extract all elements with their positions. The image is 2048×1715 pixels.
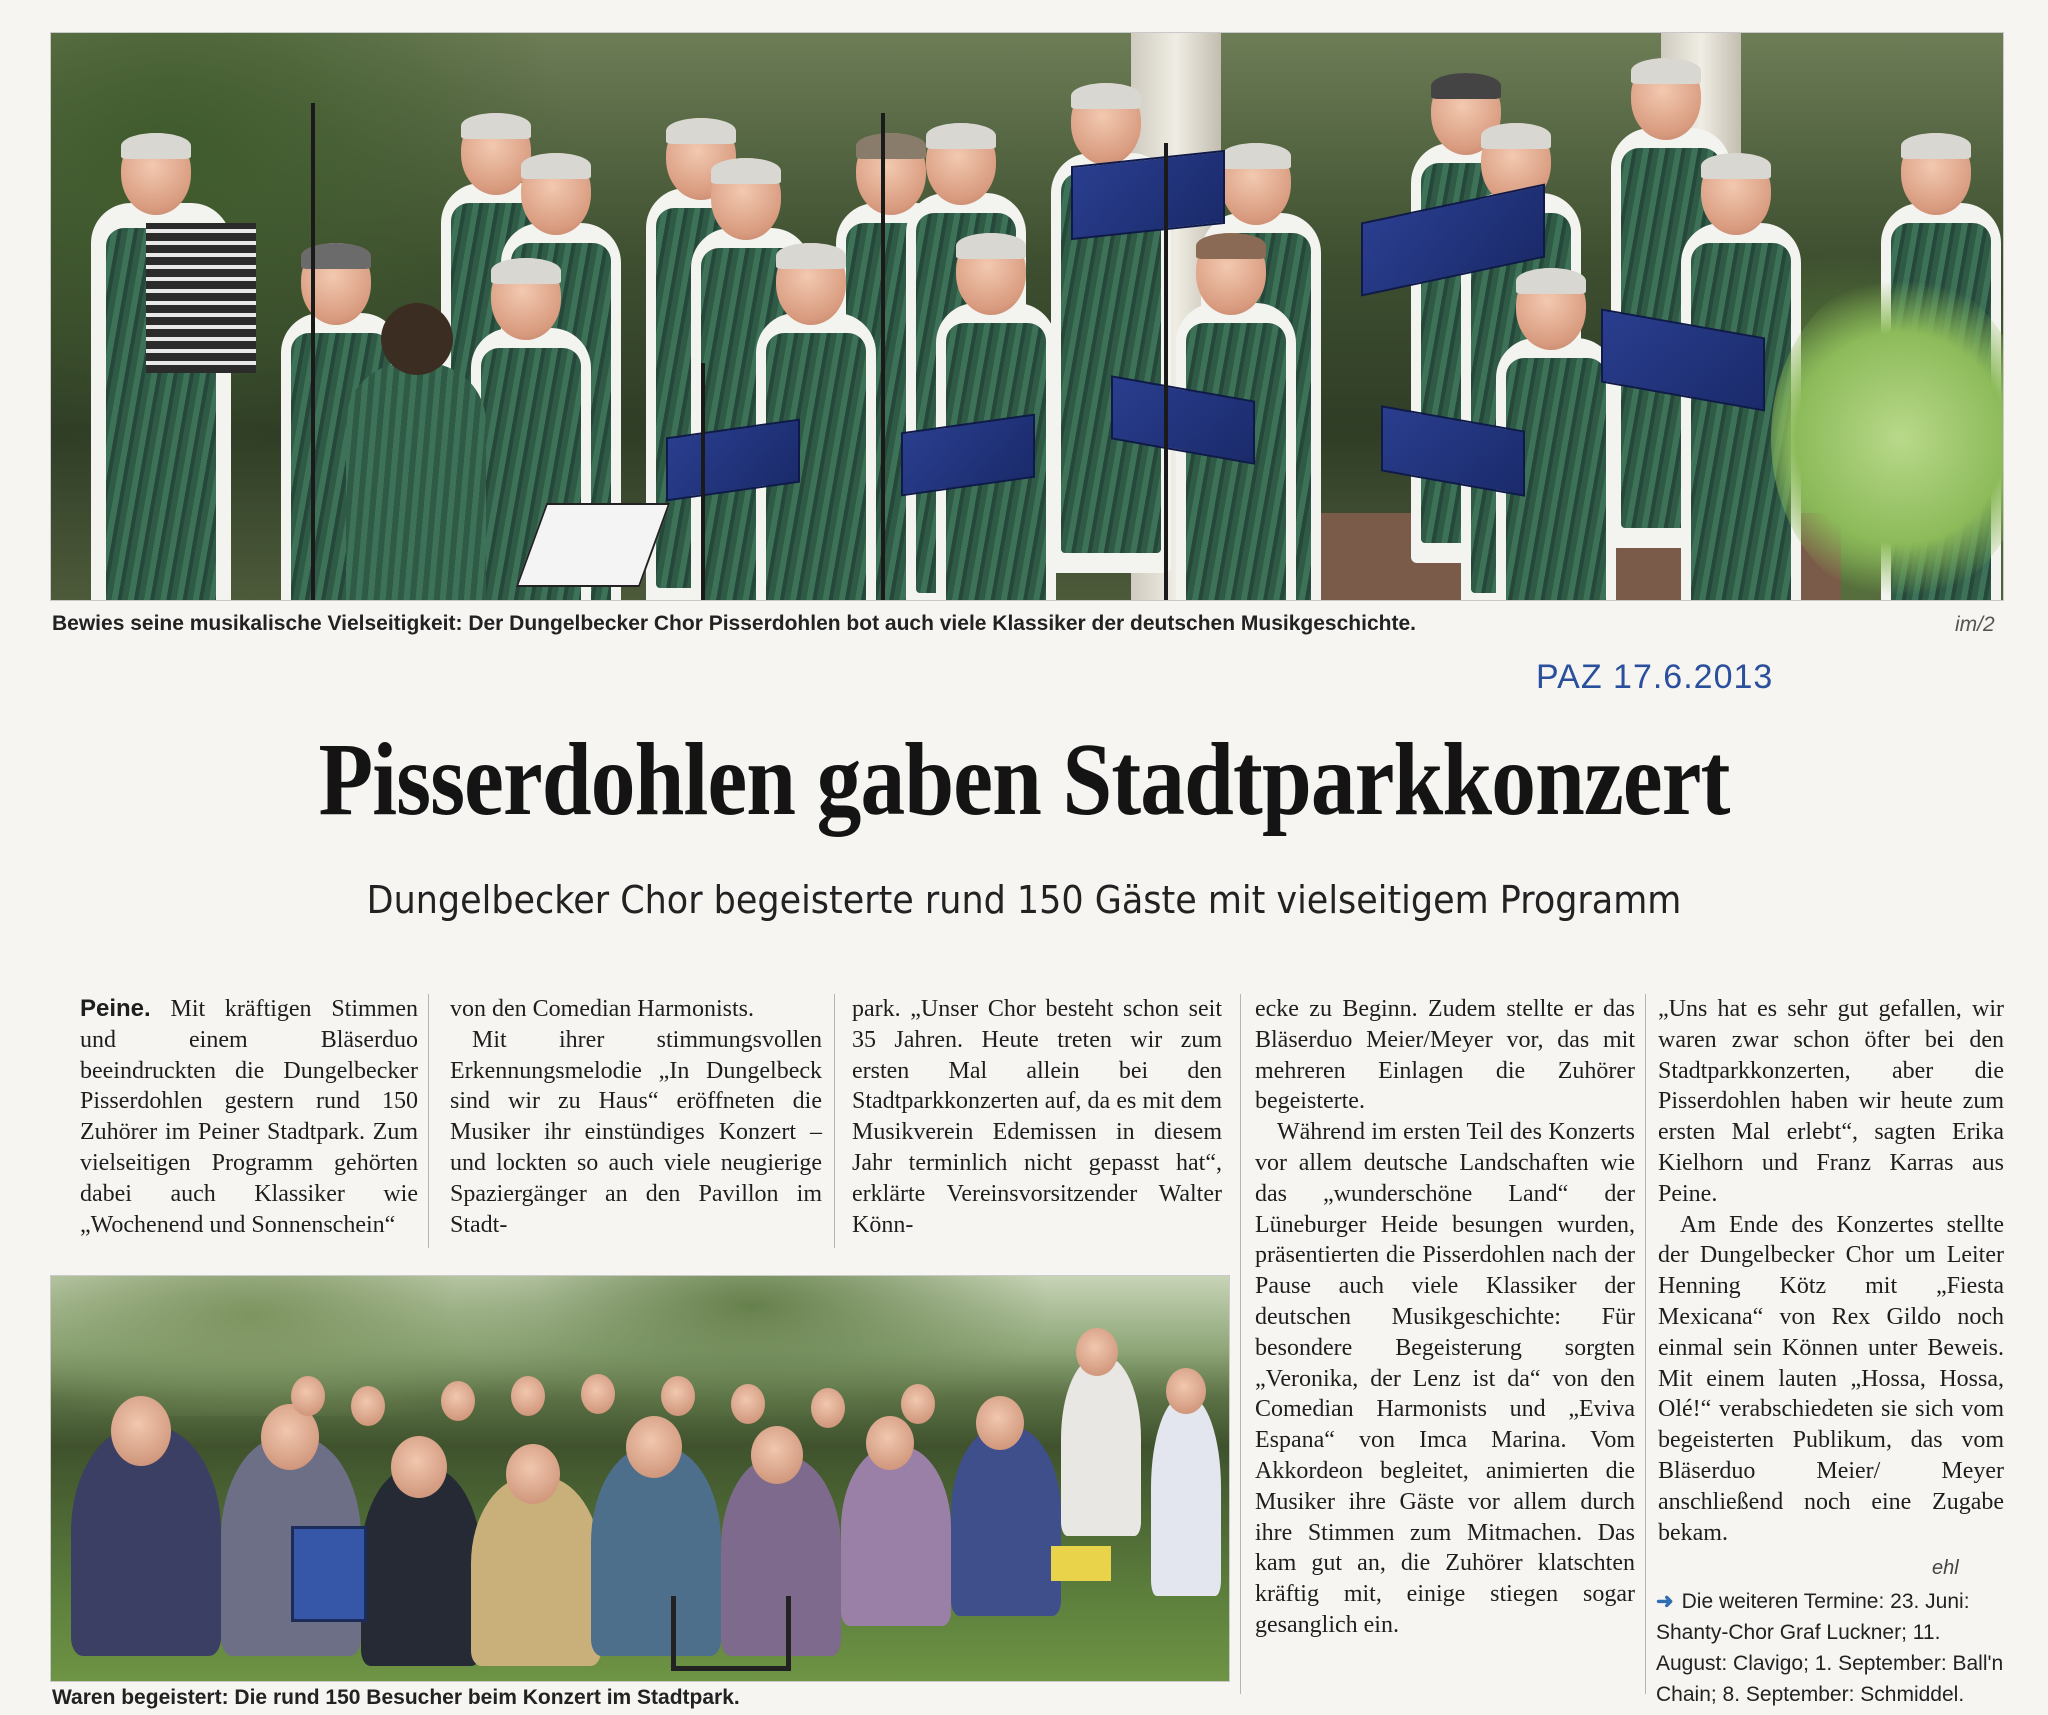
article-column-4	[1255, 994, 1635, 1641]
column-2-para-2: Mit ihrer stimmungsvollen Erkennungsmelodie „In Dungelbeck sind wir zu Haus“ eröffneten die Musiker ihr einstündiges Konzert – und lockten so auch viele neugierige Spaziergänger an den Pavillon im Stadt-	[450, 1026, 822, 1238]
column-4-para-1: ecke zu Beginn. Zudem stellte er das Bläserduo Meier/Meyer vor, das mit mehreren Einlagen die Zuhörer begeisterte.	[1255, 996, 1635, 1115]
column-2-para-1: von den Comedian Harmonists.	[450, 996, 754, 1022]
article-column-1	[80, 994, 418, 1240]
audience-photo	[50, 1275, 1230, 1682]
further-dates-box	[1656, 1586, 2004, 1710]
further-dates-text: Die weiteren Termine: 23. Juni: Shanty-Chor Graf Luckner; 11. August: Clavigo; 1. September: Ball'n Chain; 8. September: Schmiddel.	[1656, 1590, 2004, 1706]
column-1-text: Mit kräftigen Stimmen und einem Bläserduo beeindruckten die Dungelbecker Pisserdohlen gestern rund 150 Zuhörer im Peiner Stadtpark. Zum vielseitigen Programm gehörten dabei auch Klassiker wie „Wochenend und Sonnenschein“	[80, 996, 418, 1238]
dateline: Peine.	[80, 995, 151, 1022]
author-initials: ehl	[1932, 1557, 1959, 1579]
column-4-para-2: Während im ersten Teil des Konzerts vor allem deutsche Landschaften wie das „wunderschöne Land“ der Lüneburger Heide besungen wurden, präsentierten die Pisserdohlen nach der Pause auch viele Klassiker der deutschen Musikgeschichte: Für besondere Begeisterung sorgten „Veronika, der Lenz ist da“ von den Comedian Harmonists und „Eviva Espana“ von Imca Marina. Vom Akkordeon begleitet, animierten die Musiker ihre Gäste vor allem durch ihre Stimmen zum Mitmachen. Das kam gut an, die Zuhörer klatschten kräftig mit, einige stiegen sogar gesanglich ein.	[1255, 1119, 1635, 1638]
bottom-photo-caption: Waren begeistert: Die rund 150 Besucher beim Konzert im Stadtpark.	[52, 1686, 740, 1709]
arrow-right-icon: ➜	[1656, 1590, 1674, 1613]
article-column-5	[1658, 994, 2004, 1548]
headline: Pisserdohlen gaben Stadtparkkonzert	[318, 722, 1730, 837]
top-photo-caption: Bewies seine musikalische Vielseitigkeit: Der Dungelbecker Chor Pisserdohlen bot auch viele Klassiker der deutschen Musikgeschichte.	[52, 612, 1416, 635]
subheadline: Dungelbecker Chor begeisterte rund 150 Gäste mit vielseitigem Programm	[366, 878, 1682, 922]
photo-credit: im/2	[1955, 613, 1995, 636]
column-3-text: park. „Unser Chor besteht schon seit 35 Jahren. Heute treten wir zum ersten Mal allein bei den Stadtparkkonzerten auf, da es mit dem Musikverein Edemissen in diesem Jahr terminlich nicht gepasst hat“, erklärte Vereinsvorsitzender Walter Könn-	[852, 996, 1222, 1238]
column-5-para-2: Am Ende des Konzertes stellte der Dungelbecker Chor um Leiter Henning Kötz mit „Fiesta Mexicana“ von Rex Gildo noch einmal sein Können unter Beweis. Mit einem lauten „Hossa, Hossa, Olé!“ verabschiedeten sie sich vom begeisterten Publikum, das vom Bläserduo Meier/ Meyer anschließend noch eine Zugabe bekam.	[1658, 1211, 2004, 1546]
article-column-3	[852, 994, 1222, 1240]
column-5-para-1: „Uns hat es sehr gut gefallen, wir waren zwar schon öfter bei den Stadtparkkonzerten, aber die Pisserdohlen haben wir heute zum ersten Mal erlebt“, sagten Erika Kielhorn und Franz Karras aus Peine.	[1658, 996, 2004, 1207]
article-column-2	[450, 994, 822, 1240]
choir-photo	[50, 32, 2004, 601]
date-stamp: PAZ 17.6.2013	[1536, 658, 1774, 696]
